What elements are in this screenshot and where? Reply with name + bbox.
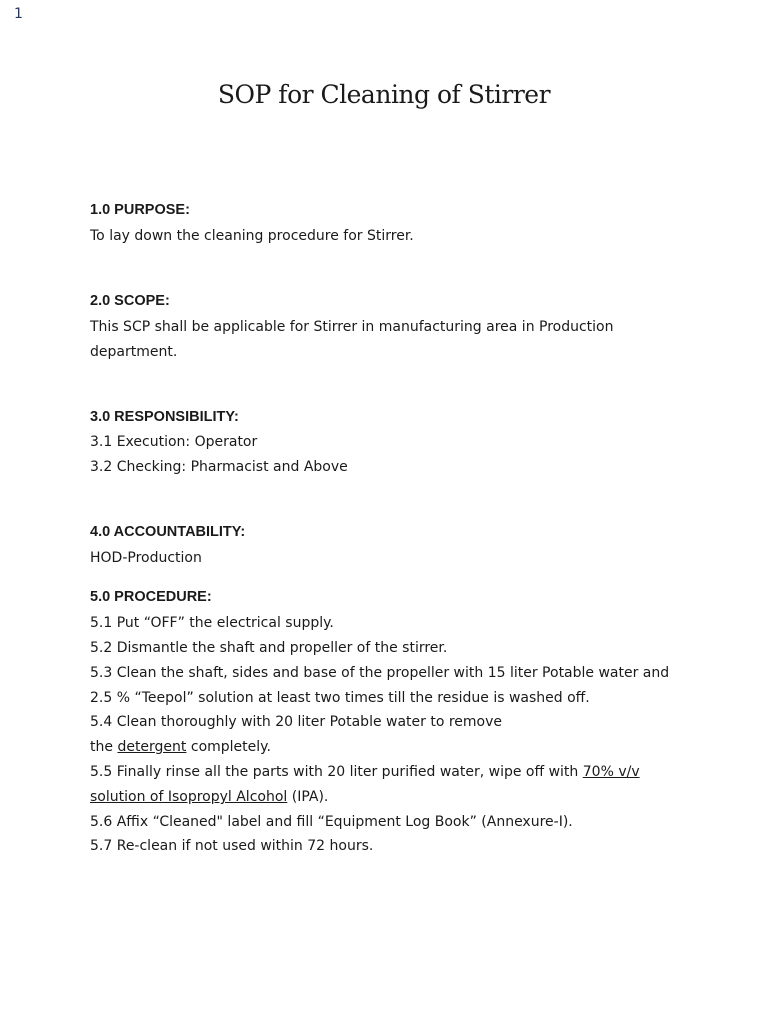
responsibility-item-checking: 3.2 Checking: Pharmacist and Above [90, 459, 348, 475]
procedure-step-5-5-line-1 [90, 760, 640, 785]
procedure-step-5-3-line-1: 5.3 Clean the shaft, sides and base of the propeller with 15 liter Potable water and [90, 665, 670, 681]
procedure-step-5-2: 5.2 Dismantle the shaft and propeller of the stirrer. [90, 640, 448, 656]
ipa-concentration-link[interactable]: 70% v/v [582, 764, 640, 780]
purpose-heading: 1.0 PURPOSE: [90, 202, 190, 218]
detergent-link[interactable]: detergent [117, 739, 187, 755]
accountability-heading: 4.0 ACCOUNTABILITY: [90, 524, 246, 540]
scope-text-line-2: department. [90, 344, 178, 360]
document-title: SOP for Cleaning of Stirrer [217, 80, 551, 109]
procedure-heading: 5.0 PROCEDURE: [90, 589, 212, 605]
purpose-text: To lay down the cleaning procedure for Stirrer. [90, 228, 414, 244]
responsibility-item-execution: 3.1 Execution: Operator [90, 434, 258, 450]
step-5-5-text-pre: 5.5 Finally rinse all the parts with 20 liter purified water, wipe off with [90, 764, 583, 780]
responsibility-heading: 3.0 RESPONSIBILITY: [90, 409, 239, 425]
isopropyl-alcohol-link[interactable]: solution of Isopropyl Alcohol [90, 789, 288, 805]
procedure-step-5-5-line-2 [90, 785, 328, 810]
procedure-step-5-1: 5.1 Put “OFF” the electrical supply. [90, 615, 334, 631]
step-5-5-text-post: (IPA). [287, 789, 329, 805]
procedure-step-5-4-line-2 [90, 735, 271, 760]
procedure-step-5-7: 5.7 Re-clean if not used within 72 hours. [90, 838, 374, 854]
scope-heading: 2.0 SCOPE: [90, 293, 170, 309]
step-5-4-text-pre: the [90, 739, 118, 755]
procedure-step-5-4-line-1: 5.4 Clean thoroughly with 20 liter Potable water to remove [90, 714, 503, 730]
step-5-4-text-post: completely. [186, 739, 271, 755]
accountability-text: HOD-Production [90, 550, 202, 566]
procedure-step-5-6: 5.6 Affix “Cleaned" label and fill “Equipment Log Book” (Annexure-I). [90, 814, 573, 830]
procedure-step-5-3-line-2: 2.5 % “Teepol” solution at least two times till the residue is washed off. [90, 690, 590, 706]
page-number: 1 [14, 6, 23, 22]
scope-text-line-1: This SCP shall be applicable for Stirrer in manufacturing area in Production [90, 319, 614, 335]
